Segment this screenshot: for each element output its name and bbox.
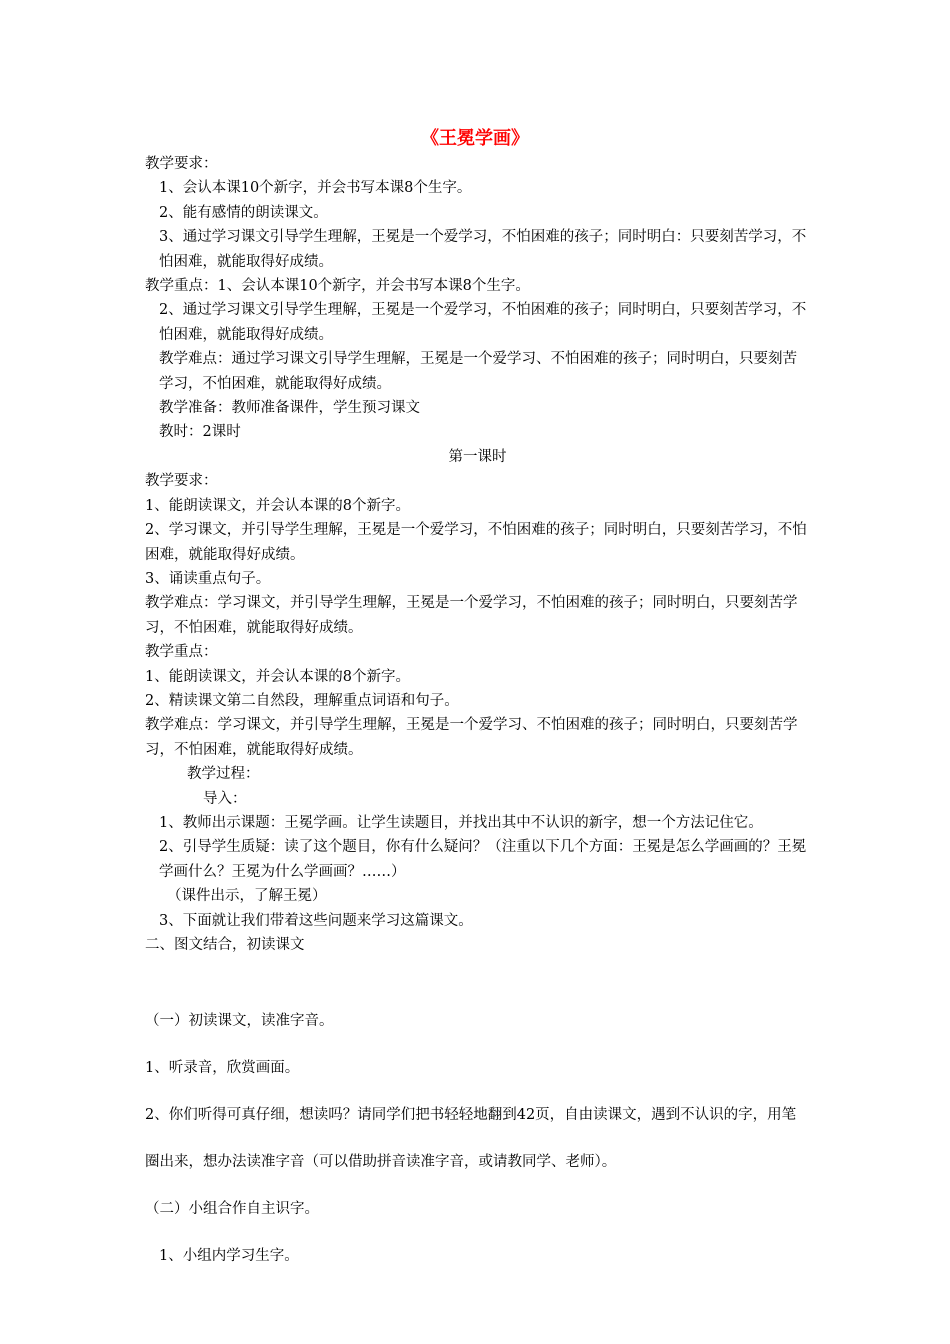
paragraph: （一）初读课文，读准字音。 — [145, 1013, 334, 1029]
paragraph: 1、能朗读课文，并会认本课的8个新字。 — [145, 497, 410, 514]
document-body — [145, 152, 810, 957]
paragraph: 教学要求： — [145, 473, 218, 490]
paragraph: 教学准备：教师准备课件，学生预习课文 — [159, 400, 420, 417]
paragraph: 教学过程： — [187, 766, 260, 783]
paragraph: 1、能朗读课文，并会认本课的8个新字。 — [145, 668, 410, 685]
paragraph: 导入： — [203, 790, 247, 807]
paragraph: （课件出示，了解王冕） — [167, 888, 327, 905]
paragraph: 教学难点：学习课文，并引导学生理解，王冕是一个爱学习，不怕困难的孩子；同时明白，只要刻苦学习，不怕困难，就能取得好成绩。 — [145, 595, 798, 636]
paragraph: 2、学习课文，并引导学生理解，王冕是一个爱学习，不怕困难的孩子；同时明白，只要刻苦学习，不怕困难，就能取得好成绩。 — [145, 522, 807, 563]
paragraph: 二、图文结合，初读课文 — [145, 937, 305, 953]
paragraph: 教学要求： — [145, 156, 218, 172]
paragraph: 教时：2课时 — [159, 424, 241, 441]
document-title: 《王冕学画》 — [421, 128, 529, 149]
paragraph: 1、小组内学习生字。 — [159, 1248, 299, 1264]
paragraph: 3、下面就让我们带着这些问题来学习这篇课文。 — [159, 912, 473, 929]
paragraph: 2、引导学生质疑：读了这个题目，你有什么疑问？（注重以下几个方面：王冕是怎么学画画的？王冕学画什么？王冕为什么学画画？……） — [159, 839, 807, 880]
paragraph: 1、教师出示课题：王冕学画。让学生读题目，并找出其中不认识的新字，想一个方法记住它。 — [159, 814, 763, 831]
section-heading: 第一课时 — [448, 448, 507, 465]
paragraph: 2、通过学习课文引导学生理解，王冕是一个爱学习，不怕困难的孩子；同时明白，只要刻苦学习，不怕困难，就能取得好成绩。 — [159, 302, 807, 343]
paragraph: 教学重点： — [145, 644, 218, 661]
paragraph: 2、能有感情的朗读课文。 — [159, 204, 328, 221]
paragraph: 教学重点：1、会认本课10个新字，并会书写本课8个生字。 — [145, 278, 530, 295]
paragraph: 教学难点：学习课文，并引导学生理解，王冕是一个爱学习、不怕困难的孩子；同时明白，只要刻苦学习，不怕困难，就能取得好成绩。 — [145, 717, 798, 758]
paragraph: 3、通过学习课文引导学生理解，王冕是一个爱学习，不怕困难的孩子；同时明白：只要刻苦学习，不怕困难，就能取得好成绩。 — [159, 229, 807, 270]
paragraph: 3、诵读重点句子。 — [145, 570, 271, 587]
paragraph: 2、精读课文第二自然段，理解重点词语和句子。 — [145, 692, 459, 709]
paragraph: 1、听录音，欣赏画面。 — [145, 1060, 300, 1076]
document-body-loose — [145, 998, 810, 1280]
paragraph: （二）小组合作自主识字。 — [145, 1201, 319, 1217]
paragraph: 2、你们听得可真仔细，想读吗？请同学们把书轻轻地翻到42页，自由读课文，遇到不认识的字，用笔圈出来，想办法读准字音（可以借助拼音读准字音，或请教同学、老师）。 — [145, 1107, 797, 1170]
paragraph: 教学难点：通过学习课文引导学生理解，王冕是一个爱学习、不怕困难的孩子；同时明白，只要刻苦学习，不怕困难，就能取得好成绩。 — [159, 351, 797, 392]
paragraph: 1、会认本课10个新字，并会书写本课8个生字。 — [159, 180, 472, 197]
